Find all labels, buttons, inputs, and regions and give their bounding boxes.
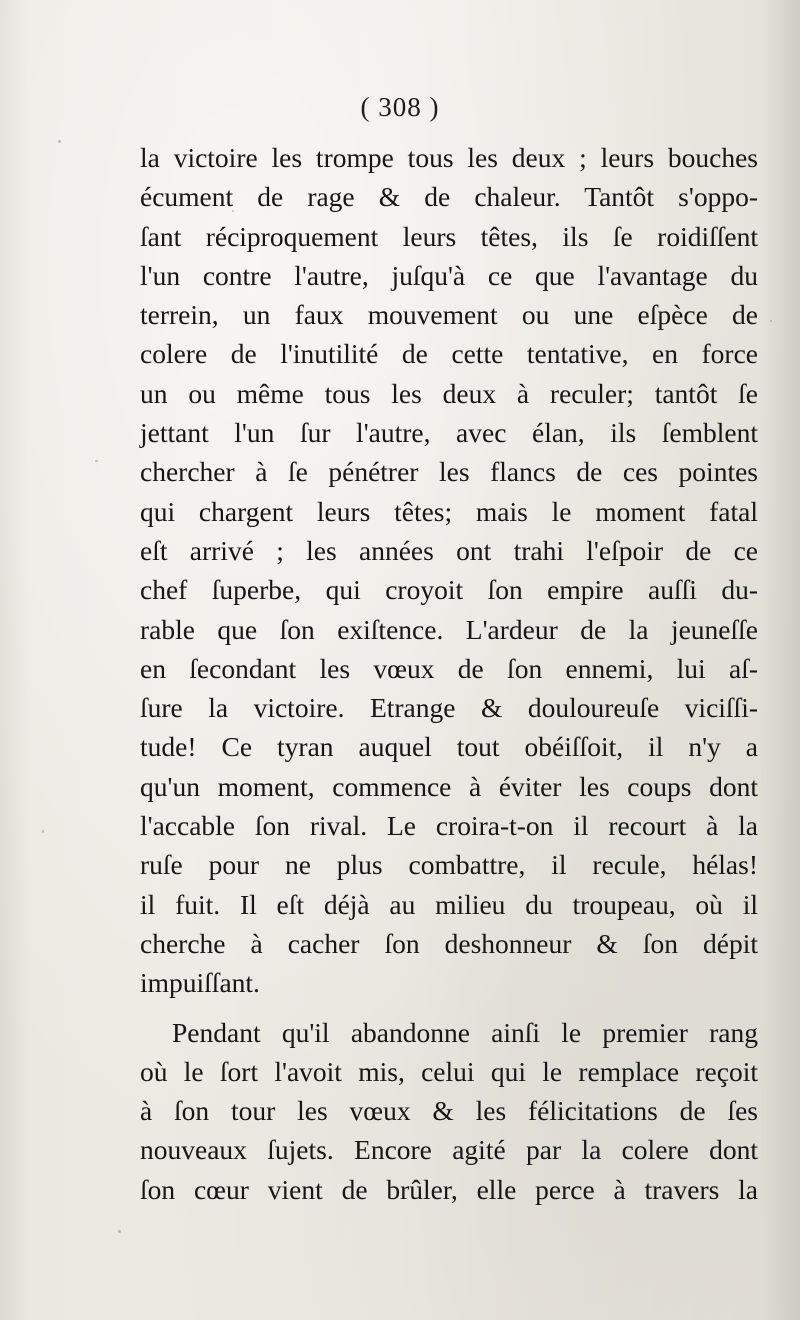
- text-line: Pendant qu'il abandonne ainſi le premier rang: [172, 1016, 758, 1048]
- text-line: ruſe pour ne plus combattre, il recule, hélas!: [140, 849, 758, 881]
- text-line: tude! Ce tyran auquel tout obéiſſoit, il n'y a: [140, 731, 758, 763]
- paper-speck: [42, 830, 44, 833]
- text-line: ſure la victoire. Etrange & douloureuſe viciſſi-: [140, 692, 758, 724]
- paragraph-1: [140, 138, 758, 1003]
- text-line: ſant réciproquement leurs têtes, ils ſe roidiſſent: [140, 220, 758, 252]
- paper-speck: [95, 460, 98, 462]
- text-line: écument de rage & de chaleur. Tantôt s'oppo-: [140, 181, 758, 213]
- text-line: il fuit. Il eſt déjà au milieu du troupeau, où il: [140, 888, 758, 920]
- text-line: l'accable ſon rival. Le croira-t-on il recourt à la: [140, 810, 758, 842]
- text-line: en ſecondant les vœux de ſon ennemi, lui aſ-: [140, 652, 758, 684]
- paper-speck: [232, 210, 234, 212]
- text-line: chercher à ſe pénétrer les flancs de ces pointes: [140, 456, 758, 488]
- page-number: ( 308 ): [360, 92, 440, 122]
- paper-speck: [770, 320, 772, 322]
- text-line: cherche à cacher ſon deshonneur & ſon dépit: [140, 927, 758, 959]
- text-line: qui chargent leurs têtes; mais le moment fatal: [140, 495, 758, 527]
- body-text: [140, 138, 758, 1209]
- text-line: un ou même tous les deux à reculer; tantôt ſe: [140, 377, 758, 409]
- text-line: eſt arrivé ; les années ont trahi l'eſpoir de ce: [140, 534, 758, 566]
- text-line: ſon cœur vient de brûler, elle perce à travers la: [140, 1173, 758, 1205]
- text-line: impuiſſant.: [140, 967, 260, 999]
- paragraph-2: [140, 1013, 758, 1209]
- text-line: terrein, un faux mouvement ou une eſpèce de: [140, 299, 758, 331]
- text-line: qu'un moment, commence à éviter les coups dont: [140, 770, 758, 802]
- text-line: colere de l'inutilité de cette tentative, en force: [140, 338, 758, 370]
- text-line: à ſon tour les vœux & les félicitations de ſes: [140, 1095, 758, 1127]
- text-line: nouveaux ſujets. Encore agité par la colere dont: [140, 1134, 758, 1166]
- paper-speck: [118, 1230, 121, 1233]
- text-line: où le ſort l'avoit mis, celui qui le remplace reçoit: [140, 1055, 758, 1087]
- text-line: rable que ſon exiſtence. L'ardeur de la jeuneſſe: [140, 613, 758, 645]
- paragraph-gap: [140, 1003, 758, 1013]
- text-line: jettant l'un ſur l'autre, avec élan, ils ſemblent: [140, 417, 758, 449]
- text-line: la victoire les trompe tous les deux ; leurs bouches: [140, 142, 758, 173]
- text-line: chef ſuperbe, qui croyoit ſon empire auſſi du-: [140, 574, 758, 606]
- text-line: l'un contre l'autre, juſqu'à ce que l'avantage du: [140, 259, 758, 291]
- paper-speck: [58, 140, 61, 143]
